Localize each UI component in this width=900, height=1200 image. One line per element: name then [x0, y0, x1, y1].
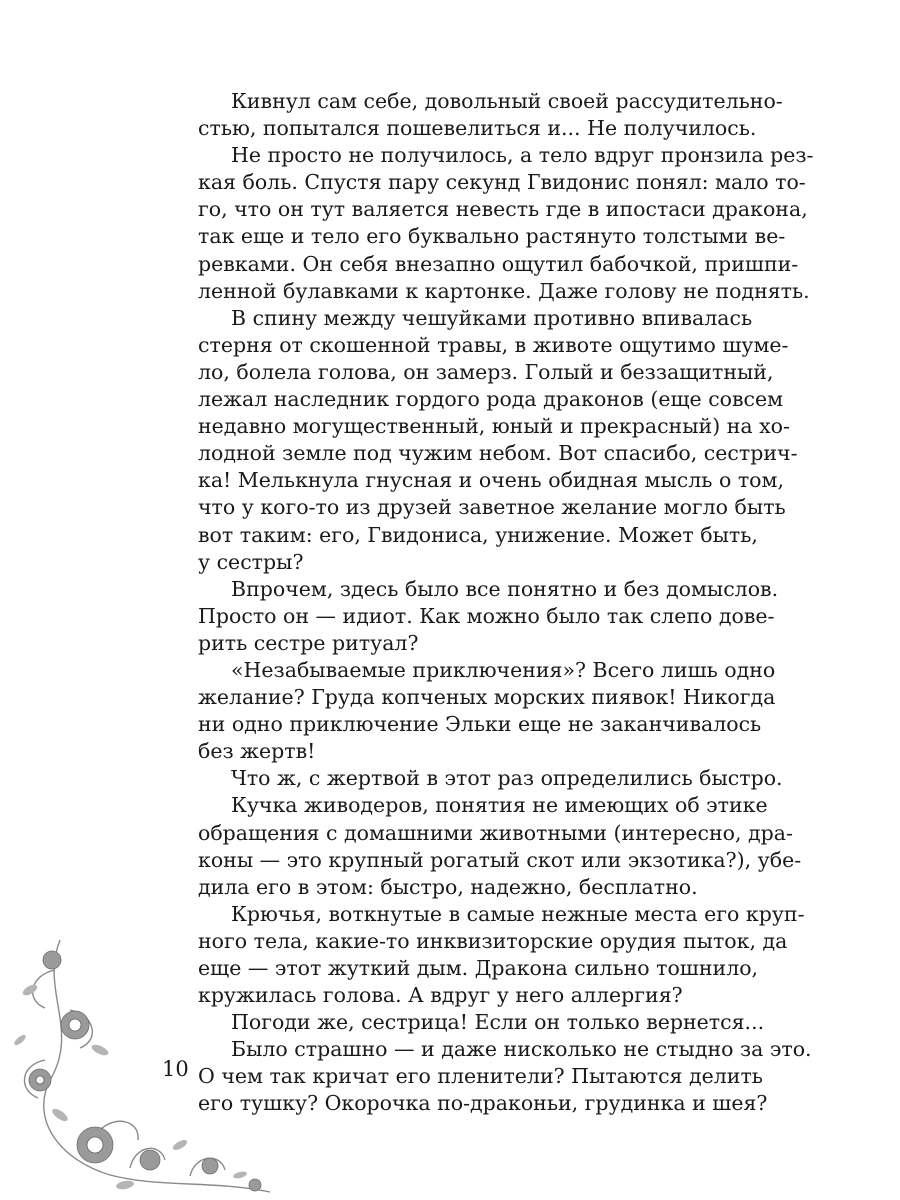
text-line: желание? Груда копченых морских пиявок! Никогда	[198, 685, 776, 710]
text-line: ленной булавками к картонке. Даже голову не поднять.	[198, 278, 810, 303]
text-line: у сестры?	[198, 549, 304, 574]
text-line: коны — это крупный рогатый скот или экзотика?), убе-	[198, 847, 802, 872]
text-line: го, что он тут валяется невесть где в ипостаси дракона,	[198, 197, 808, 222]
text-line: стерня от скошенной травы, в животе ощутимо шуме-	[198, 332, 789, 357]
page-number: 10	[162, 1057, 189, 1081]
text-line: В спину между чешуйками противно впивалась	[231, 305, 753, 330]
text-line: Крючья, воткнутые в самые нежные места его круп-	[231, 901, 805, 926]
text-line: лодной земле под чужим небом. Вот спасибо, сестрич-	[198, 441, 798, 466]
text-line: кая боль. Спустя пару секунд Гвидонис понял: мало то-	[198, 170, 806, 195]
text-line: так еще и тело его буквально растянуто толстыми ве-	[198, 224, 786, 249]
text-line: Впрочем, здесь было все понятно и без домыслов.	[231, 576, 779, 601]
text-line: стью, попытался пошевелиться и... Не получилось.	[198, 116, 757, 141]
text-line: ло, болела голова, он замерз. Голый и беззащитный,	[198, 359, 774, 384]
text-line: Что ж, с жертвой в этот раз определились быстро.	[231, 766, 783, 791]
text-line: Погоди же, сестрица! Если он только вернется...	[231, 1010, 765, 1035]
text-line: Было страшно — и даже нисколько не стыдно за это.	[231, 1037, 812, 1062]
text-line: ка! Мелькнула гнусная и очень обидная мысль о том,	[198, 468, 784, 493]
text-line: лежал наследник гордого рода драконов (еще совсем	[198, 387, 784, 412]
text-line: ни одно приключение Эльки еще не заканчивалось	[198, 712, 762, 737]
text-line: без жертв!	[198, 739, 316, 764]
text-line: «Незабываемые приключения»? Всего лишь одно	[231, 657, 776, 682]
text-line: недавно могущественный, юный и прекрасный) на хо-	[198, 414, 790, 439]
floral-ornament-icon	[0, 930, 290, 1200]
text-line: что у кого-то из друзей заветное желание могло быть	[198, 495, 786, 520]
text-line: еще — этот жуткий дым. Дракона сильно тошнило,	[198, 956, 759, 980]
text-line: его тушку? Окорочка по-драконьи, грудинка и шея?	[198, 1091, 768, 1116]
text-line: Просто он — идиот. Как можно было так слепо дове-	[198, 603, 775, 628]
text-line: ного тела, какие-то инквизиторские орудия пыток, да	[198, 928, 788, 953]
text-line: вот таким: его, Гвидониса, унижение. Может быть,	[198, 522, 758, 547]
text-line: Кучка живодеров, понятия не имеющих об этике	[231, 793, 768, 818]
text-line: О чем так кричат его пленители? Пытаются делить	[198, 1064, 763, 1089]
text-line: дила его в этом: быстро, надежно, бесплатно.	[198, 874, 698, 899]
text-line: Кивнул сам себе, довольный своей рассудительно-	[231, 89, 783, 113]
text-line: обращения с домашними животными (интересно, дра-	[198, 820, 793, 845]
text-line: кружилась голова. А вдруг у него аллергия?	[198, 983, 683, 1008]
text-line: Не просто не получилось, а тело вдруг пронзила рез-	[231, 143, 814, 168]
text-line: рить сестре ритуал?	[198, 630, 419, 655]
text-line: ревками. Он себя внезапно ощутил бабочкой, пришпи-	[198, 251, 799, 276]
